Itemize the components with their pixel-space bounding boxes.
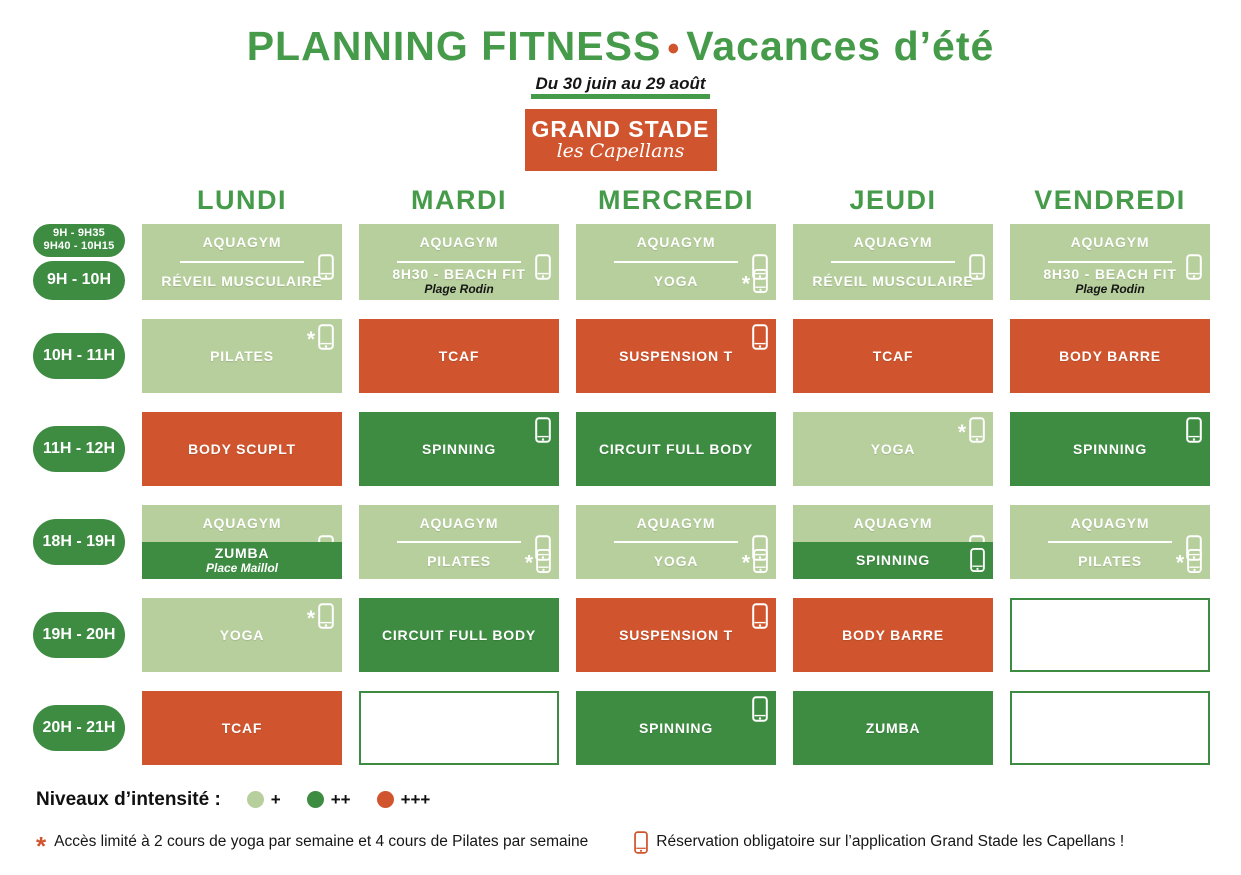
day-header-row	[33, 185, 1241, 216]
asterisk-icon: *	[306, 327, 315, 351]
phone-icon	[970, 548, 985, 573]
asterisk-icon: *	[741, 551, 750, 575]
title-bullet-icon: •	[667, 30, 681, 69]
logo-line2: les Capellans	[556, 140, 685, 163]
light-green-dot-icon	[247, 791, 264, 808]
time-slot-9h	[33, 224, 125, 300]
phone-icon	[634, 831, 648, 854]
orange-dot-icon	[377, 791, 394, 808]
corner-spacer	[33, 185, 125, 216]
day-header-mercredi: MERCREDI	[597, 184, 754, 215]
phone-icon	[318, 603, 334, 629]
footnote-yoga-pilates: * Accès limité à 2 cours de yoga par semaine et 4 cours de Pilates par semaine	[36, 831, 589, 862]
time-pill-11h-12h: 11H - 12H	[33, 426, 125, 472]
phone-icon	[318, 324, 334, 350]
cell-vendredi-19h-empty	[1010, 598, 1210, 672]
title-sub: Vacances d’été	[686, 23, 995, 69]
cell-vendredi-18h: AQUAGYM PILATES *	[1010, 505, 1210, 579]
asterisk-icon: *	[957, 420, 966, 444]
day-header-lundi: LUNDI	[197, 184, 287, 215]
phone-icon	[1187, 548, 1202, 573]
time-slot-20h-21h	[33, 691, 125, 765]
date-range: Du 30 juin au 29 août	[531, 75, 709, 99]
time-slot-10h-11h	[33, 319, 125, 393]
time-slot-11h-12h	[33, 412, 125, 486]
cell-mardi-10h: TCAF	[359, 319, 559, 393]
phone-icon	[752, 603, 768, 629]
time-pill-18h-19h: 18H - 19H	[33, 519, 125, 565]
dark-green-dot-icon	[307, 791, 324, 808]
title-main: PLANNING FITNESS	[246, 23, 662, 69]
grand-stade-logo	[525, 109, 717, 171]
cell-lundi-10h: PILATES *	[142, 319, 342, 393]
phone-icon	[1186, 417, 1202, 443]
asterisk-icon: *	[36, 831, 47, 862]
time-pill-20h-21h: 20H - 21H	[33, 705, 125, 751]
legend-item-medium: ++	[307, 790, 351, 810]
time-pill-19h-20h: 19H - 20H	[33, 612, 125, 658]
cell-vendredi-20h-empty	[1010, 691, 1210, 765]
cell-mardi-9h: AQUAGYM 8H30 - BEACH FIT Plage Rodin	[359, 224, 559, 300]
cell-jeudi-11h: YOGA *	[793, 412, 993, 486]
phone-icon	[536, 548, 551, 573]
asterisk-icon: *	[306, 606, 315, 630]
time-pill-aquagym-sessions: 9H - 9H35 9H40 - 10H15	[33, 224, 125, 257]
legend-label: Niveaux d’intensité :	[36, 788, 221, 810]
cell-mercredi-11h: CIRCUIT FULL BODY	[576, 412, 776, 486]
cell-mercredi-18h: AQUAGYM YOGA *	[576, 505, 776, 579]
phone-icon	[969, 417, 985, 443]
cell-mercredi-19h: SUSPENSION T	[576, 598, 776, 672]
schedule-grid	[33, 224, 1241, 765]
asterisk-icon: *	[524, 551, 533, 575]
phone-icon	[535, 417, 551, 443]
intensity-legend	[36, 789, 1241, 811]
phone-icon	[752, 696, 768, 722]
location-note: Plage Rodin	[424, 282, 494, 297]
cell-mardi-11h: SPINNING	[359, 412, 559, 486]
cell-lundi-19h: YOGA *	[142, 598, 342, 672]
cell-jeudi-18h: AQUAGYM SPINNING	[793, 505, 993, 579]
location-note: Plage Rodin	[1075, 282, 1145, 297]
footnote-reservation: Réservation obligatoire sur l’application Grand Stade les Capellans !	[634, 831, 1124, 854]
cell-vendredi-10h: BODY BARRE	[1010, 319, 1210, 393]
asterisk-icon: *	[741, 272, 750, 296]
legend-item-high: +++	[377, 790, 431, 810]
location-note: Place Maillol	[205, 561, 279, 576]
time-pill-9h-10h: 9H - 10H	[33, 261, 125, 300]
phone-icon	[753, 548, 768, 573]
cell-mardi-18h: AQUAGYM PILATES *	[359, 505, 559, 579]
cell-jeudi-19h: BODY BARRE	[793, 598, 993, 672]
cell-vendredi-11h: SPINNING	[1010, 412, 1210, 486]
phone-icon	[752, 324, 768, 350]
logo-line1: GRAND STADE	[531, 116, 710, 143]
cell-mardi-19h: CIRCUIT FULL BODY	[359, 598, 559, 672]
cell-mardi-20h-empty	[359, 691, 559, 765]
cell-mercredi-20h: SPINNING	[576, 691, 776, 765]
time-slot-18h-19h	[33, 505, 125, 579]
day-header-jeudi: JEUDI	[849, 184, 937, 215]
poster-header	[0, 0, 1241, 171]
day-header-mardi: MARDI	[411, 184, 507, 215]
time-pill-10h-11h: 10H - 11H	[33, 333, 125, 379]
day-header-vendredi: VENDREDI	[1034, 184, 1186, 215]
cell-lundi-11h: BODY SCUPLT	[142, 412, 342, 486]
cell-jeudi-20h: ZUMBA	[793, 691, 993, 765]
asterisk-icon: *	[1175, 551, 1184, 575]
phone-icon	[753, 269, 768, 294]
page-title	[0, 23, 1241, 69]
time-slot-19h-20h	[33, 598, 125, 672]
footnotes	[36, 831, 1241, 862]
cell-vendredi-9h: AQUAGYM 8H30 - BEACH FIT Plage Rodin	[1010, 224, 1210, 300]
cell-lundi-20h: TCAF	[142, 691, 342, 765]
cell-mercredi-10h: SUSPENSION T	[576, 319, 776, 393]
cell-jeudi-9h: AQUAGYM RÉVEIL MUSCULAIRE	[793, 224, 993, 300]
cell-lundi-18h: AQUAGYM ZUMBA Place Maillol	[142, 505, 342, 579]
cell-lundi-9h: AQUAGYM RÉVEIL MUSCULAIRE	[142, 224, 342, 300]
legend-item-low: +	[247, 790, 281, 810]
cell-jeudi-10h: TCAF	[793, 319, 993, 393]
cell-mercredi-9h: AQUAGYM YOGA *	[576, 224, 776, 300]
